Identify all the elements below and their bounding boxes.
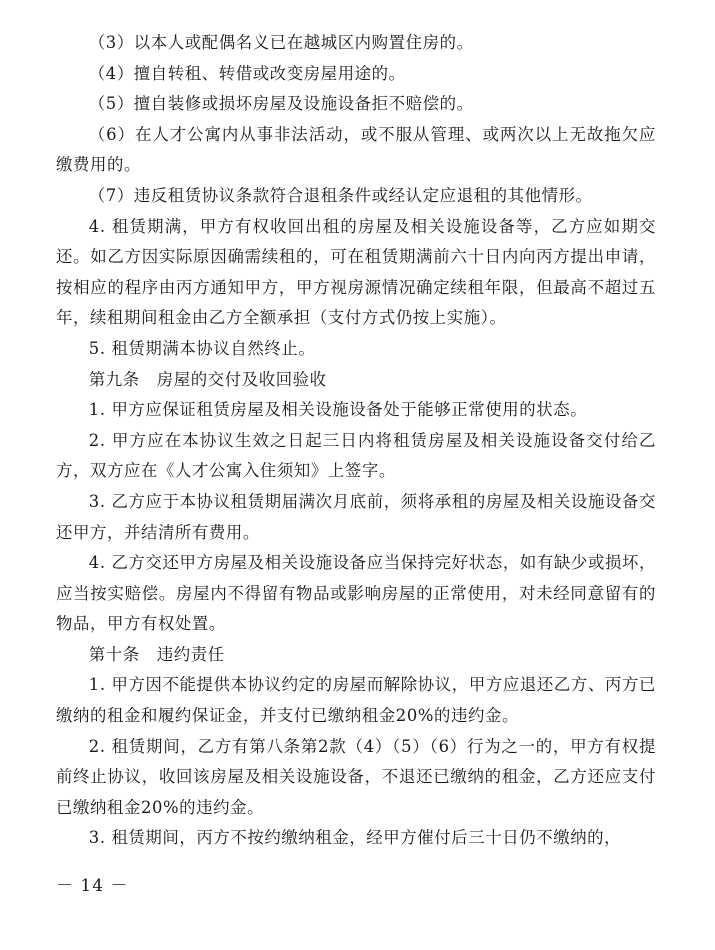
clause-lease-expiry: 4. 租赁期满，甲方有权收回出租的房屋及相关设施设备等，乙方应如期交还。如乙方因实际原因确需续租的，可在租赁期满前六十日内向丙方提出申请，按相应的程序由丙方通知甲方，甲方视房源情况确定续租年限，但最高不超过五年，续租期间租金由乙方全额承担（支付方式仍按上实施）。 bbox=[56, 216, 656, 328]
clause-item-7: （7）违反租赁协议条款符合退租条件或经认定应退租的其他情形。 bbox=[88, 185, 593, 205]
clause-auto-termination: 5. 租赁期满本协议自然终止。 bbox=[88, 338, 316, 358]
article-10-item-3: 3. 租赁期间，丙方不按约缴纳租金，经甲方催付后三十日仍不缴纳的， bbox=[88, 828, 622, 848]
article-10-item-2: 2. 租赁期间，乙方有第八条第2款（4）（5）（6）行为之一的，甲方有权提前终止协议，收回该房屋及相关设施设备，不退还已缴纳的租金，乙方还应支付已缴纳租金20%的违约金。 bbox=[56, 736, 656, 817]
document-body bbox=[56, 28, 656, 854]
page-number: － 14 － bbox=[56, 876, 129, 896]
article-9-item-1: 1. 甲方应保证租赁房屋及相关设施设备处于能够正常使用的状态。 bbox=[88, 400, 588, 420]
article-10-item-1: 1. 甲方因不能提供本协议约定的房屋而解除协议，甲方应退还乙方、丙方已缴纳的租金和履约保证金，并支付已缴纳租金20%的违约金。 bbox=[56, 675, 656, 726]
clause-item-5: （5）擅自装修或损坏房屋及设施设备拒不赔偿的。 bbox=[88, 94, 474, 114]
article-9-item-4: 4. 乙方交还甲方房屋及相关设施设备应当保持完好状态，如有缺少或损坏，应当按实赔偿。房屋内不得留有物品或影响房屋的正常使用，对未经同意留有的物品，甲方有权处置。 bbox=[56, 553, 656, 634]
clause-item-6: （6）在人才公寓内从事非法活动，或不服从管理、或两次以上无故拖欠应缴费用的。 bbox=[56, 124, 656, 175]
clause-item-3: （3）以本人或配偶名义已在越城区内购置住房的。 bbox=[88, 33, 474, 52]
clause-item-4: （4）擅自转租、转借或改变房屋用途的。 bbox=[88, 63, 406, 83]
article-9-item-2: 2. 甲方应在本协议生效之日起三日内将租赁房屋及相关设施设备交付给乙方，双方应在《人才公寓入住须知》上签字。 bbox=[56, 430, 656, 481]
article-9-heading: 第九条 房屋的交付及收回验收 bbox=[88, 369, 327, 389]
article-9-item-3: 3. 乙方应于本协议租赁期届满次月底前，须将承租的房屋及相关设施设备交还甲方，并结清所有费用。 bbox=[56, 491, 656, 542]
article-10-heading: 第十条 违约责任 bbox=[88, 644, 225, 664]
